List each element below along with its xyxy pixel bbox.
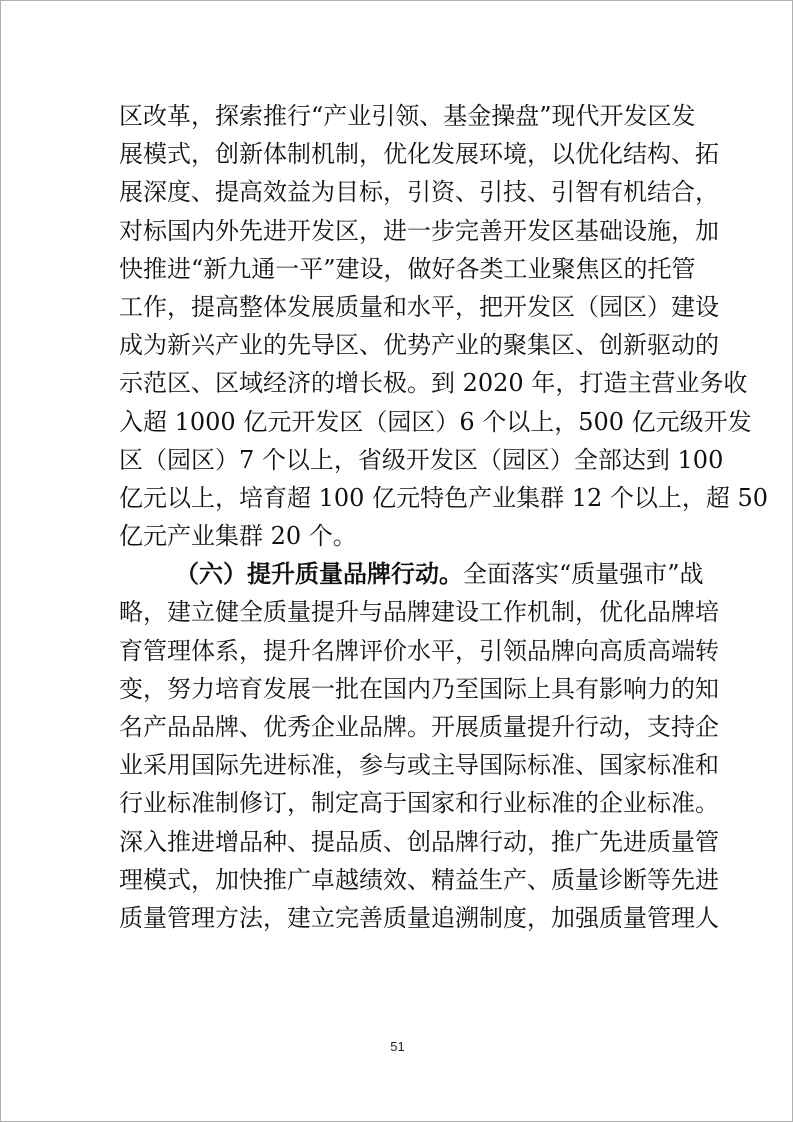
section-heading: （六）提升质量品牌行动。	[175, 559, 463, 589]
text-line: 入超 1000 亿元开发区（园区）6 个以上，500 亿元级开发	[119, 407, 752, 436]
text-line: 工作，提高整体发展质量和水平，把开发区（园区）建设	[119, 292, 719, 321]
text-line: 展深度、提高效益为目标，引资、引技、引智有机结合，	[119, 178, 719, 207]
text-line: 行业标准制修订，制定高于国家和行业标准的企业标准。	[119, 789, 719, 818]
text-line: 亿元以上，培育超 100 亿元特色产业集群 12 个以上，超 50	[119, 483, 769, 512]
text-line: 快推进“新九通一平”建设，做好各类工业聚焦区的托管	[119, 254, 696, 283]
text-line: 质量管理方法，建立完善质量追溯制度，加强质量管理人	[119, 903, 719, 932]
text-line: 展模式，创新体制机制，优化发展环境，以优化结构、拓	[119, 140, 719, 169]
section-first-line-text: 全面落实“质量强市”战	[463, 560, 704, 589]
text-line: 业采用国际先进标准，参与或主导国际标准、国家标准和	[119, 751, 719, 780]
text-line: 区改革，探索推行“产业引领、基金操盘”现代开发区发	[119, 102, 696, 130]
text-line: 亿元产业集群 20 个。	[119, 522, 357, 551]
page-number: 51	[390, 1039, 405, 1054]
section-first-line	[119, 555, 704, 593]
text-line: 略，建立健全质量提升与品牌建设工作机制，优化品牌培	[119, 598, 719, 627]
text-line: 深入推进增品种、提品质、创品牌行动，推广先进质量管	[119, 827, 719, 856]
text-line: 育管理体系，提升名牌评价水平，引领品牌向高质高端转	[119, 636, 719, 665]
text-line: 名产品品牌、优秀企业品牌。开展质量提升行动，支持企	[119, 713, 719, 741]
text-line: 区（园区）7 个以上，省级开发区（园区）全部达到 100	[119, 445, 724, 474]
text-line: 成为新兴产业的先导区、优势产业的聚集区、创新驱动的	[119, 331, 719, 360]
text-line: 对标国内外先进开发区，进一步完善开发区基础设施，加	[119, 216, 719, 245]
body-text	[119, 97, 769, 937]
text-line: 理模式，加快推广卓越绩效、精益生产、质量诊断等先进	[119, 865, 719, 894]
text-line: 示范区、区域经济的增长极。到 2020 年，打造主营业务收	[119, 369, 748, 398]
text-line: 变，努力培育发展一批在国内乃至国际上具有影响力的知	[119, 674, 719, 703]
